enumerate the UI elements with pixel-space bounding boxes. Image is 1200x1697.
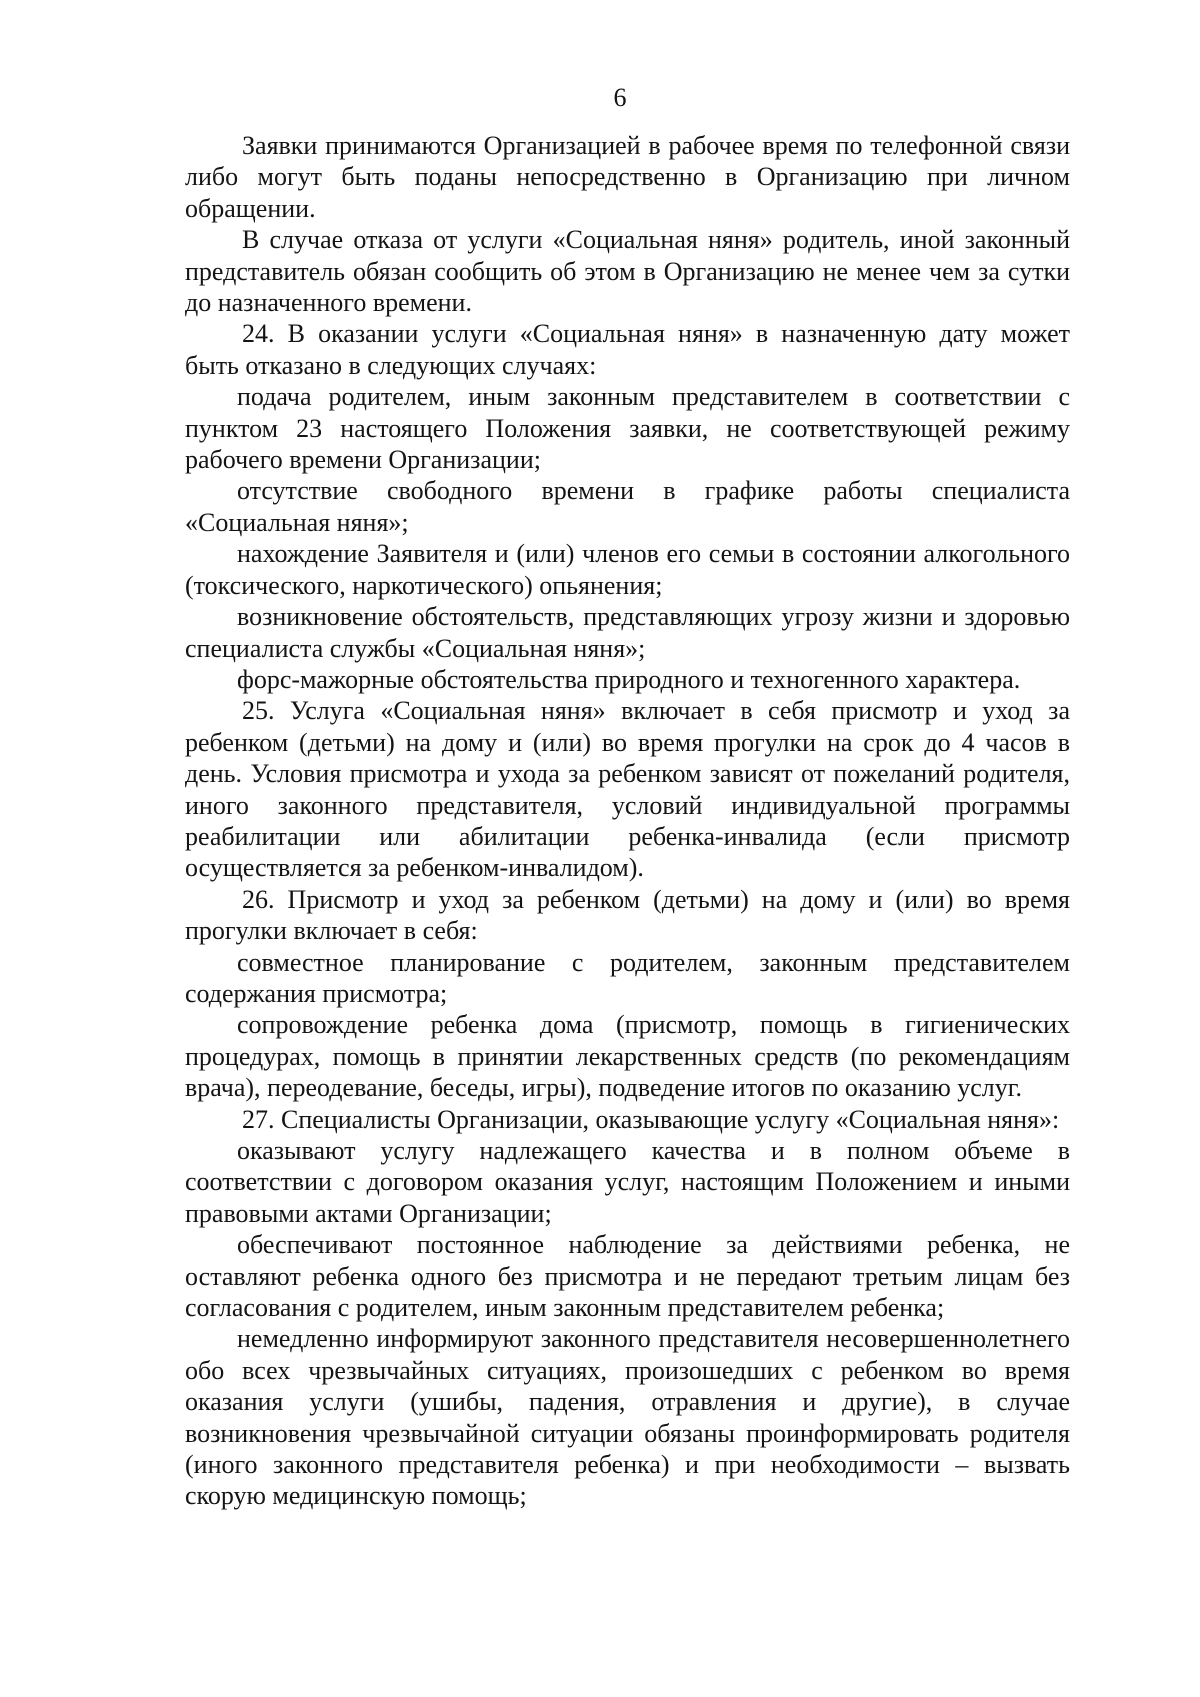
list-item: подача родителем, иным законным представителем в соответствии с пунктом 23 настоящего Положения заявки, не соответствующей режиму рабочего времени Организации; (185, 382, 1070, 475)
list-item: возникновение обстоятельств, представляющих угрозу жизни и здоровью специалиста службы «Социальная няня»; (185, 602, 1070, 663)
list-item: отсутствие свободного времени в графике работы специалиста «Социальная няня»; (185, 476, 1070, 537)
paragraph-26: 26. Присмотр и уход за ребенком (детьми) на дому и (или) во время прогулки включает в себя: (185, 884, 1070, 946)
list-item: нахождение Заявителя и (или) членов его семьи в состоянии алкогольного (токсического, наркотического) опьянения; (185, 539, 1070, 600)
paragraph-27: 27. Специалисты Организации, оказывающие услугу «Социальная няня»: (242, 1104, 1060, 1134)
document-body (185, 130, 1070, 1512)
list-item: обеспечивают постоянное наблюдение за действиями ребенка, не оставляют ребенка одного без присмотра и не передают третьим лицам без согласования с родителем, иным законным представителем ребенка; (185, 1230, 1070, 1323)
list-item: совместное планирование с родителем, законным представителем содержания присмотра; (185, 947, 1070, 1008)
list-item: сопровождение ребенка дома (присмотр, помощь в гигиенических процедурах, помощь в принятии лекарственных средств (по рекомендациям врача), переодевание, беседы, игры), подведение итогов по оказанию услуг. (185, 1010, 1070, 1103)
paragraph-25: 25. Услуга «Социальная няня» включает в себя присмотр и уход за ребенком (детьми) на дому и (или) во время прогулки на срок до 4 часов в день. Условия присмотра и ухода за ребенком зависят от пожеланий родителя, иного законного представителя, условий индивидуальной программы реабилитации или абилитации ребенка-инвалида (если присмотр осуществляется за ребенком-инвалидом). (185, 696, 1070, 883)
list-item: форс-мажорные обстоятельства природного и техногенного характера. (237, 664, 1021, 694)
paragraph-refusal-notice: В случае отказа от услуги «Социальная няня» родитель, иной законный представитель обязан сообщить об этом в Организацию не менее чем за сутки до назначенного времени. (185, 225, 1070, 318)
list-item: оказывают услугу надлежащего качества и в полном объеме в соответствии с договором оказания услуг, настоящим Положением и иными правовыми актами Организации; (185, 1136, 1070, 1228)
paragraph-24: 24. В оказании услуги «Социальная няня» в назначенную дату может быть отказано в следующих случаях: (185, 319, 1070, 380)
paragraph-applications: Заявки принимаются Организацией в рабочее время по телефонной связи либо могут быть поданы непосредственно в Организацию при личном обращении. (185, 131, 1070, 223)
list-item: немедленно информируют законного представителя несовершеннолетнего обо всех чрезвычайных ситуациях, произошедших с ребенком во время оказания услуги (ушибы, падения, отравления и другие), в случае возникновения чрезвычайной ситуации обязаны проинформировать родителя (иного законного представителя ребенка) и при необходимости – вызвать скорую медицинскую помощь; (185, 1324, 1070, 1511)
page-number: 6 (613, 83, 627, 112)
